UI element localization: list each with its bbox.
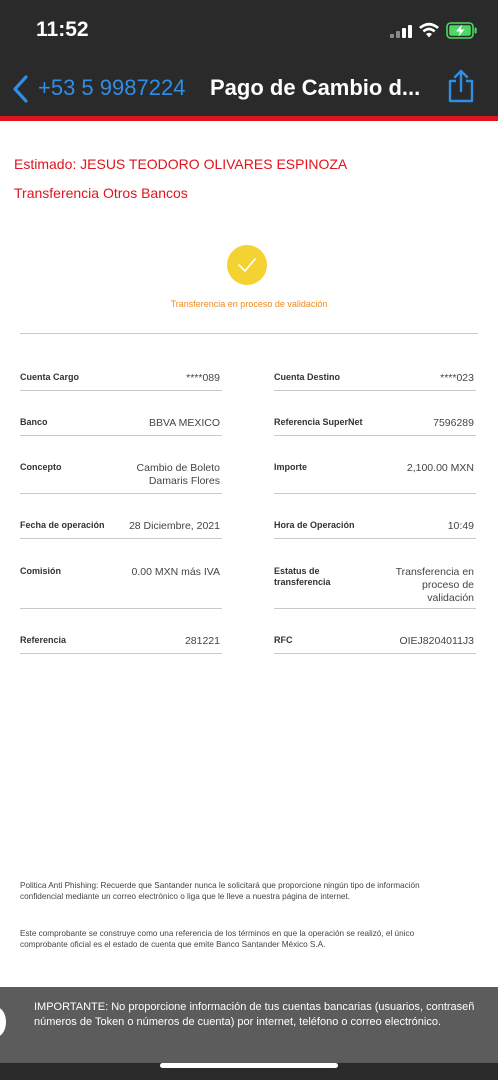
home-indicator[interactable] xyxy=(160,1063,338,1068)
cellular-signal-icon xyxy=(390,24,412,38)
status-message: Transferencia en proceso de validación xyxy=(170,299,328,309)
divider xyxy=(20,333,478,334)
field-value: ****089 xyxy=(186,372,220,384)
field-referencia xyxy=(20,635,222,654)
field-referencia-supernet xyxy=(274,417,476,436)
field-value: BBVA MEXICO xyxy=(149,417,220,429)
field-label: Comisión xyxy=(20,566,62,576)
greeting: Estimado: JESUS TEODORO OLIVARES ESPINOZA xyxy=(14,156,348,172)
page-title: Pago de Cambio d... xyxy=(210,75,421,100)
field-banco xyxy=(20,417,222,436)
field-comision xyxy=(20,566,222,609)
field-label: Referencia xyxy=(20,635,67,645)
field-label: Hora de Operación xyxy=(274,520,355,530)
field-value: 2,100.00 MXN xyxy=(406,462,474,474)
field-value: 281221 xyxy=(184,635,220,647)
chevron-left-icon[interactable] xyxy=(10,74,32,104)
share-icon[interactable] xyxy=(446,68,476,104)
field-value: 28 Diciembre, 2021 xyxy=(128,520,220,532)
field-label: Importe xyxy=(274,462,308,472)
field-value: Cambio de Boleto Damaris Flores xyxy=(136,462,220,487)
transfer-type: Transferencia Otros Bancos xyxy=(14,185,188,201)
field-label: RFC xyxy=(274,635,293,645)
anti-phishing-notice: Politica Anti Phishing: Recuerde que Santander nunca le solicitará que proporcione ningún tipo de información confidencial mediante un correo electrónico o liga que le lleve a nuestra página de internet. xyxy=(20,881,420,901)
field-value: ****023 xyxy=(440,372,474,384)
field-rfc xyxy=(274,635,476,654)
field-importe xyxy=(274,462,476,494)
battery-charging-icon xyxy=(446,22,478,39)
field-cuenta-destino xyxy=(274,372,476,391)
top-bar xyxy=(0,0,498,120)
field-label: Estatus de transferencia xyxy=(274,566,331,587)
field-label: Concepto xyxy=(20,462,62,472)
field-cuenta-cargo xyxy=(20,372,222,391)
field-hora xyxy=(274,520,476,539)
field-value: Transferencia en proceso de validación xyxy=(395,566,474,604)
field-value: 0.00 MXN más IVA xyxy=(131,566,220,578)
field-value: OIEJ8204011J3 xyxy=(399,635,474,647)
banner-handle[interactable] xyxy=(0,1007,6,1037)
field-label: Cuenta Cargo xyxy=(20,372,80,382)
field-label: Referencia SuperNet xyxy=(274,417,363,427)
status-time: 11:52 xyxy=(36,18,89,41)
field-concepto xyxy=(20,462,222,494)
field-label: Cuenta Destino xyxy=(274,372,341,382)
field-value: 7596289 xyxy=(433,417,474,429)
important-banner xyxy=(0,987,498,1063)
field-label: Fecha de operación xyxy=(20,520,105,530)
field-estatus xyxy=(274,566,476,609)
back-button-phone[interactable]: +53 5 9987224 xyxy=(38,75,186,100)
brand-divider xyxy=(0,116,498,121)
banner-text: IMPORTANTE: No proporcione información de tus cuentas bancarias (usuarios, contraseñ números de Token o números de cuenta) por internet, teléfono o correo electrónico. xyxy=(34,1001,475,1028)
wifi-icon xyxy=(418,21,440,39)
check-icon xyxy=(227,245,267,285)
field-fecha xyxy=(20,520,222,539)
field-label: Banco xyxy=(20,417,48,427)
disclaimer: Este comprobante se construye como una referencia de los términos en que la operación se realizó, el único comprobante oficial es el estado de cuenta que emite Banco Santander México S.A. xyxy=(20,929,415,949)
field-value: 10:49 xyxy=(447,520,474,532)
